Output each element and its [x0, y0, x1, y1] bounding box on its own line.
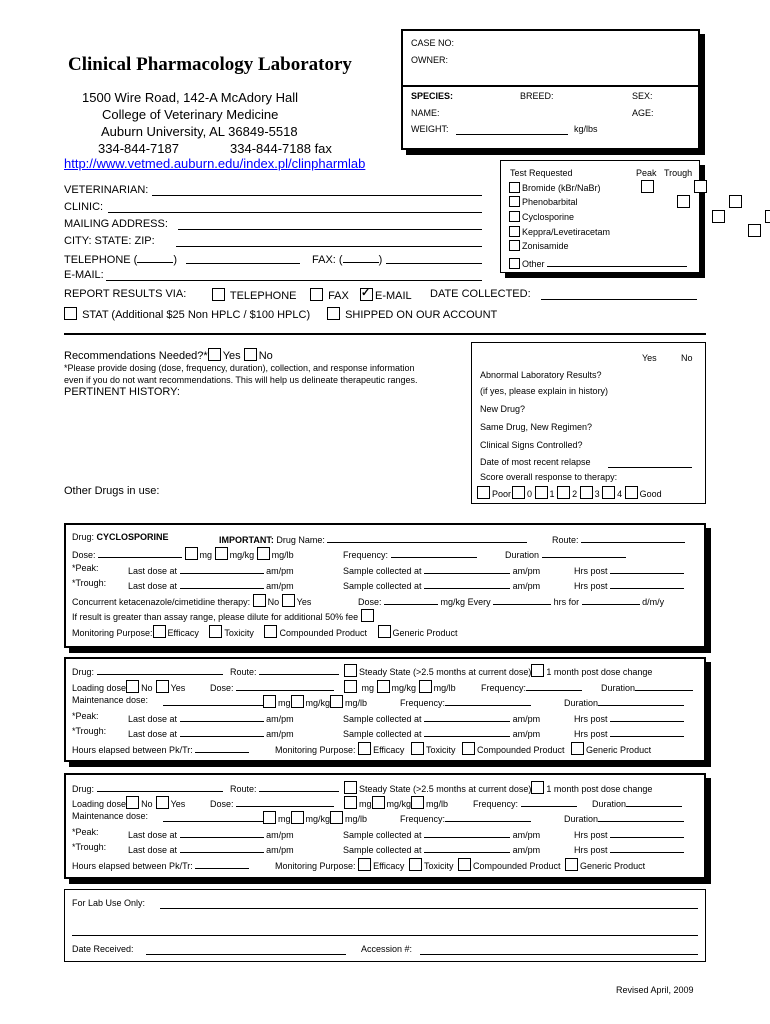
drug3-steady: Steady State (>2.5 months at current dose) 1 month post dose change	[344, 781, 652, 794]
drug1-trough-row: *Trough:	[72, 578, 107, 588]
report-email-option[interactable]: ✓ E-MAIL	[360, 288, 412, 302]
fax-label: FAX: ( )	[312, 254, 383, 266]
drug3-route: Route:	[230, 781, 339, 794]
drug3-trough-sample: Sample collected at am/pm	[343, 842, 540, 855]
drug2-units: mg mg/kg mg/lb	[344, 680, 456, 693]
trough-checkbox[interactable]	[765, 210, 770, 223]
drug1-row1: Drug: CYCLOSPORINE	[72, 532, 169, 542]
drug3-maint-duration: Duration	[564, 811, 684, 824]
concurrent-dose: Dose: mg/kg Every hrs for d/m/y	[358, 594, 664, 607]
drug1-route: Route:	[552, 532, 685, 545]
important-label: IMPORTANT: Drug Name:	[219, 532, 527, 545]
relapse-label: Date of most recent relapse	[480, 457, 591, 467]
section-divider	[64, 333, 706, 335]
stat-option[interactable]: STAT (Additional $25 Non HPLC / $100 HPLC)	[64, 307, 310, 321]
new-regimen-question: Same Drug, New Regimen?	[480, 422, 593, 432]
drug2-peak: *Peak:	[72, 711, 99, 721]
abnormal-results-note: (if yes, please explain in history)	[480, 386, 609, 396]
signs-controlled-question: Clinical Signs Controlled?	[480, 440, 583, 450]
test-checkbox[interactable]	[509, 240, 520, 251]
drug3-duration: Duration	[592, 796, 682, 809]
city-field[interactable]	[176, 236, 482, 247]
new-drug-question: New Drug?	[480, 404, 526, 414]
drug1-trough-hrs: Hrs post	[574, 578, 684, 591]
drug3-trough-last: Last dose at am/pm	[128, 842, 294, 855]
report-fax-option[interactable]: FAX	[310, 288, 349, 302]
drug2-trough-hrs: Hrs post	[574, 726, 684, 739]
drug1-peak-hrs: Hrs post	[574, 563, 684, 576]
peak-checkbox[interactable]	[712, 210, 725, 223]
lab-url-link[interactable]: http://www.vetmed.auburn.edu/index.pl/clinpharmlab	[64, 156, 366, 171]
test-checkbox[interactable]	[509, 182, 520, 193]
yes-header: Yes	[642, 353, 657, 363]
date-received-label: Date Received:	[72, 944, 134, 954]
drug2-trough-last: Last dose at am/pm	[128, 726, 294, 739]
peak-checkbox[interactable]	[641, 180, 654, 193]
drug2-hours-elapsed: Hours elapsed between Pk/Tr:	[72, 742, 249, 755]
drug2-loading: Loading dose No Yes	[72, 680, 185, 693]
lab-use-field-2[interactable]	[72, 925, 698, 936]
clinic-field[interactable]	[108, 202, 482, 213]
drug2-maintenance: Maintenance dose:	[72, 695, 149, 705]
drug2-maint-units: mg mg/kg mg/lb	[163, 695, 367, 708]
address-line-1: 1500 Wire Road, 142-A McAdory Hall	[82, 90, 299, 105]
report-telephone-option[interactable]: TELEPHONE	[212, 288, 297, 302]
drug3-trough-hrs: Hrs post	[574, 842, 684, 855]
veterinarian-field[interactable]	[152, 185, 482, 196]
drug3-peak-hrs: Hrs post	[574, 827, 684, 840]
drug1-peak-sample: Sample collected at am/pm	[343, 563, 540, 576]
accession-field[interactable]	[420, 944, 698, 955]
drug1-peak-row: *Peak:	[72, 563, 99, 573]
score-options[interactable]: Poor 0 1 2 3 4 Good	[477, 486, 662, 499]
test-item[interactable]: Zonisamide	[509, 240, 569, 251]
drug1-peak-last: Last dose at am/pm	[128, 563, 294, 576]
drug2-trough: *Trough:	[72, 726, 107, 736]
weight-unit: kg/lbs	[574, 124, 598, 134]
drug3-loading: Loading dose No Yes	[72, 796, 185, 809]
address-line-2: College of Veterinary Medicine	[102, 107, 279, 122]
report-results-label: REPORT RESULTS VIA:	[64, 288, 187, 300]
revised-date: Revised April, 2009	[616, 985, 694, 995]
date-received-field[interactable]	[146, 944, 346, 955]
lab-title: Clinical Pharmacology Laboratory	[68, 54, 352, 75]
drug2-monitoring: Monitoring Purpose: Efficacy Toxicity Compounded Product Generic Product	[275, 742, 651, 755]
telephone-label: TELEPHONE ( )	[64, 254, 178, 266]
drug1-monitoring-row: Monitoring Purpose: Efficacy Toxicity Compounded Product Generic Product	[72, 625, 458, 638]
mailing-label: MAILING ADDRESS:	[64, 218, 168, 230]
mailing-field[interactable]	[178, 219, 482, 230]
trough-header: Trough	[664, 168, 693, 178]
shipped-option[interactable]: SHIPPED ON OUR ACCOUNT	[327, 307, 497, 321]
drug2-peak-hrs: Hrs post	[574, 711, 684, 724]
drug3-dose: Dose:	[210, 796, 334, 809]
age-label: AGE:	[632, 108, 654, 118]
veterinarian-label: VETERINARIAN:	[64, 184, 149, 196]
abnormal-results-question: Abnormal Laboratory Results?	[480, 370, 602, 380]
name-label: NAME:	[411, 108, 440, 118]
accession-label: Accession #:	[361, 944, 413, 954]
species-label: SPECIES:	[411, 91, 454, 101]
clinic-label: CLINIC:	[64, 201, 104, 213]
drug2-drug: Drug:	[72, 664, 223, 677]
test-item[interactable]: Keppra/Levetiracetam	[509, 226, 610, 237]
drug3-frequency: Frequency:	[473, 796, 577, 809]
pertinent-history-label: PERTINENT HISTORY:	[64, 386, 180, 398]
lab-use-field[interactable]	[160, 898, 698, 909]
drug2-maint-duration: Duration	[564, 695, 684, 708]
concurrent-row: Concurrent ketacenazole/cimetidine therapy: No Yes	[72, 594, 311, 607]
relapse-field[interactable]	[608, 457, 692, 468]
drug3-peak-last: Last dose at am/pm	[128, 827, 294, 840]
sex-label: SEX:	[632, 91, 653, 101]
drug3-maint-frequency: Frequency:	[400, 811, 531, 824]
drug3-drug: Drug:	[72, 781, 223, 794]
recommend-note-2: even if you do not want recommendations. This will help us delineate therapeutic ranges.	[64, 375, 418, 385]
drug3-peak: *Peak:	[72, 827, 99, 837]
weight-field[interactable]	[456, 124, 568, 135]
trough-checkbox[interactable]	[729, 195, 742, 208]
test-checkbox[interactable]	[509, 258, 520, 269]
date-collected-field[interactable]	[541, 289, 697, 300]
test-checkbox[interactable]	[509, 226, 520, 237]
test-other[interactable]: Other	[509, 256, 687, 269]
recommendations-question: Recommendations Needed?* Yes No	[64, 350, 273, 362]
owner-label: OWNER:	[411, 55, 448, 65]
peak-checkbox[interactable]	[748, 224, 761, 237]
drug2-peak-last: Last dose at am/pm	[128, 711, 294, 724]
drug3-monitoring: Monitoring Purpose: Efficacy Toxicity Compounded Product Generic Product	[275, 858, 645, 871]
drug2-peak-sample: Sample collected at am/pm	[343, 711, 540, 724]
drug2-trough-sample: Sample collected at am/pm	[343, 726, 540, 739]
drug1-trough-sample: Sample collected at am/pm	[343, 578, 540, 591]
address-line-3: Auburn University, AL 36849-5518	[101, 124, 298, 139]
drug2-steady: Steady State (>2.5 months at current dose) 1 month post dose change	[344, 664, 652, 677]
test-checkbox[interactable]	[509, 196, 520, 207]
drug3-peak-sample: Sample collected at am/pm	[343, 827, 540, 840]
peak-checkbox[interactable]	[677, 195, 690, 208]
case-no-label: CASE NO:	[411, 38, 455, 48]
lab-use-label: For Lab Use Only:	[72, 898, 146, 908]
fax-field[interactable]	[386, 253, 482, 264]
drug1-frequency: Frequency:	[343, 547, 477, 560]
test-item[interactable]: Cyclosporine	[509, 211, 574, 222]
city-label: CITY: STATE: ZIP:	[64, 235, 155, 247]
peak-header: Peak	[636, 168, 657, 178]
drug2-dose: Dose:	[210, 680, 334, 693]
fax-number: 334-844-7188 fax	[230, 141, 332, 156]
drug2-route: Route:	[230, 664, 339, 677]
drug3-maint-units: mg mg/kg mg/lb	[163, 811, 367, 824]
drug3-maintenance: Maintenance dose:	[72, 811, 149, 821]
trough-checkbox[interactable]	[694, 180, 707, 193]
date-collected-label: DATE COLLECTED:	[430, 288, 531, 300]
dilute-row: If result is greater than assay range, please dilute for additional 50% fee	[72, 609, 376, 622]
drug3-units: mg mg/kg mg/lb	[344, 796, 448, 809]
drug2-maint-frequency: Frequency:	[400, 695, 531, 708]
no-header: No	[681, 353, 693, 363]
weight-label: WEIGHT:	[411, 124, 449, 134]
email-field[interactable]	[106, 270, 482, 281]
recommend-note-1: *Please provide dosing (dose, frequency, duration), collection, and response information	[64, 363, 415, 373]
drug1-trough-last: Last dose at am/pm	[128, 578, 294, 591]
drug2-duration: Duration	[601, 680, 693, 693]
telephone-field[interactable]	[186, 253, 300, 264]
drug3-hours-elapsed: Hours elapsed between Pk/Tr:	[72, 858, 249, 871]
test-item[interactable]: Bromide (kBr/NaBr)	[509, 182, 601, 193]
email-label: E-MAIL:	[64, 269, 104, 281]
drug1-dose-row: Dose: mg mg/kg mg/lb	[72, 547, 294, 560]
phone-number: 334-844-7187	[98, 141, 179, 156]
test-requested-header: Test Requested	[510, 168, 573, 178]
drug1-duration: Duration	[505, 547, 626, 560]
test-item[interactable]: Phenobarbital	[509, 196, 578, 207]
drug3-trough: *Trough:	[72, 842, 107, 852]
breed-label: BREED:	[520, 91, 554, 101]
drug2-frequency: Frequency:	[481, 680, 582, 693]
test-checkbox[interactable]	[509, 211, 520, 222]
other-drugs-label: Other Drugs in use:	[64, 485, 160, 497]
score-label: Score overall response to therapy:	[480, 472, 618, 482]
